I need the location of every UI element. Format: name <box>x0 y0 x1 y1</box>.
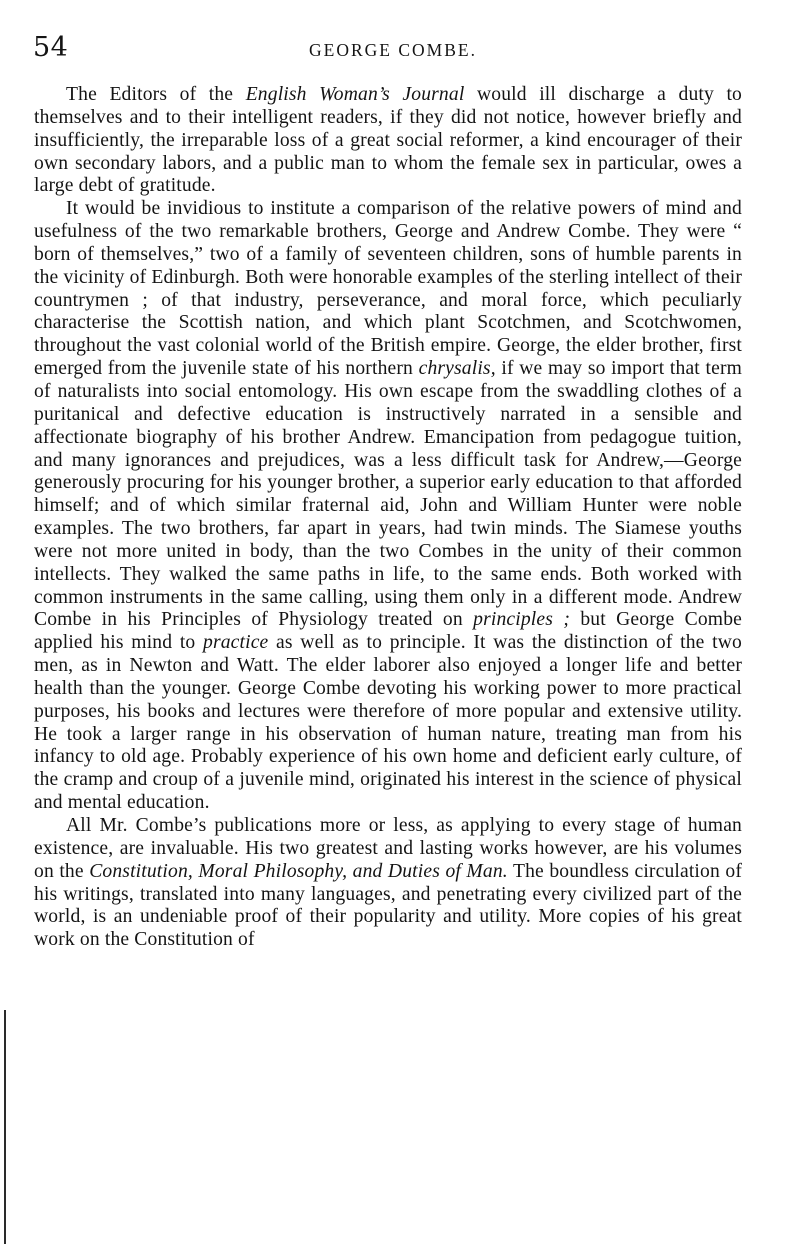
margin-rule <box>4 1010 6 1244</box>
text-span: All Mr. Combe’s publications more or less, as applying to every stage of human existence, are invaluable. His two greatest and lasting works however, are his volumes on the <box>34 815 742 882</box>
italic-term: principles ; <box>473 609 570 631</box>
italic-title: English Woman’s Journal <box>245 84 465 105</box>
article-body <box>34 84 742 952</box>
italic-title: Constitution, Moral Philosophy, and Duties of Man. <box>89 860 508 882</box>
text-span: The Editors of the <box>66 84 246 105</box>
page-number: 54 <box>33 32 69 63</box>
text-span: It would be invidious to institute a comparison of the relative powers of mind and usefulness of the two remarkable brothers, George and Andrew Combe. They were “ born of themselves,” two of a family of seventeen children, sons of humble parents in the vicinity of Edinburgh. Both were honorable examples of the sterling intellect of their countrymen ; of that industry, perseverance, and moral force, which peculiarly characterise the Scottish nation, and which plant Scotchmen, and Scotchwomen, throughout the vast colonial world of the British empire. George, the elder brother, first emerged from the juvenile state of his northern <box>34 198 742 380</box>
text-span: would ill discharge a duty to themselves and to their intelligent readers, if they did not notice, however briefly and insufficiently, the irreparable loss of a great social reformer, a kind encourager of their own secondary labors, and a public man to whom the female sex in particular, owes a large debt of gratitude. <box>34 84 743 197</box>
italic-term: practice <box>203 632 269 654</box>
text-span: The boundless circulation of his writings, translated into many languages, and penetrating every civilized part of the world, is an undeniable proof of their popularity and utility. More copies of his great work on the Constitution of <box>34 860 742 951</box>
page-header <box>33 32 753 72</box>
running-head: GEORGE COMBE. <box>309 40 477 60</box>
text-span: but George Combe applied his mind to <box>34 609 742 654</box>
paragraph <box>34 198 742 815</box>
paragraph <box>34 84 742 198</box>
paragraph <box>34 815 742 952</box>
text-span: as well as to principle. It was the distinction of the two men, as in Newton and Watt. The elder laborer also enjoyed a longer life and better health than the younger. George Combe devoting his working power to more practical purposes, his books and lectures were therefore of more popular and extensive utility. He took a larger range in his observation of human nature, treating man from his infancy to old age. Probably experience of his own home and deficient early culture, of the cramp and croup of a juvenile mind, originated his interest in the science of physical and mental education. <box>34 632 742 814</box>
text-span: if we may so import that term of naturalists into social entomology. His own escape from the swaddling clothes of a puritanical and defective education is instructively narrated in a sensible and affectionate biography of his brother Andrew. Emancipation from pedagogue tuition, and many ignorances and prejudices, was a less difficult task for Andrew,—George generously procuring for his younger brother, a superior early education to that afforded himself; and of which similar fraternal aid, John and William Hunter were noble examples. The two brothers, far apart in years, had twin minds. The Siamese youths were not more united in body, than the two Combes in the unity of their common intellects. They walked the same paths in life, to the same ends. Both worked with common instruments in the same calling, using them only in a different mode. Andrew Combe in his Principles of Physiology treated on <box>34 358 743 631</box>
italic-term: chrysalis, <box>418 358 496 380</box>
